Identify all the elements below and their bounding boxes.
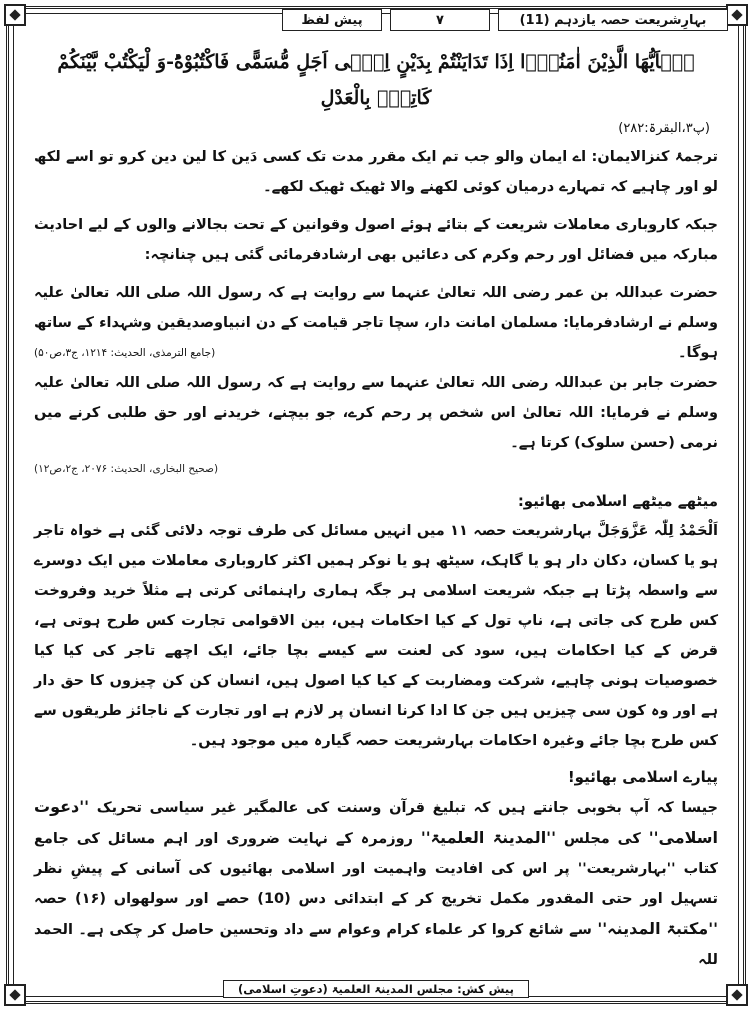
hadith-2-reference: (صحیح البخاری، الحدیث: ۲۰۷۶، ج۲،ص۱۲) — [34, 463, 219, 475]
book-title: بہارِشریعت حصہ یازدہم (11) — [498, 9, 728, 31]
page-number: ۷ — [390, 9, 490, 31]
page-footer — [0, 980, 752, 998]
al-madina-tul-ilmiya-name: ''المدینۃ العلمیۃ'' — [420, 828, 556, 847]
corner-ornament — [4, 4, 26, 26]
maktaba-tul-madina-name: ''مکتبۃ المدینہ'' — [597, 919, 718, 938]
subheading-brothers: میٹھے میٹھے اسلامی بھائیو: — [517, 492, 718, 510]
translation: ترجمۂ کنزالایمان: اے ایمان والو جب تم ایک مقرر مدت تک کسی دَین کا لین دین کرو تو اسے لکھ لو اور چاہیے کہ تمہارے درمیان کوئی لکھنے والا ٹھیک ٹھیک لکھے۔ — [34, 149, 718, 195]
hadith-2: حضرت جابر بن عبداللہ رضی اللہ تعالیٰ عنہما سے روایت ہے کہ رسول اللہ صلی اللہ تعالیٰ علیہ وسلم نے فرمایا: اللہ تعالیٰ اس شخص پر رحم کرے، جو بیچنے، خریدنے اور حق طلبی کرنے میں نرمی (حسن سلوک) کرتا ہے۔ — [34, 375, 718, 451]
page-header — [24, 8, 728, 32]
dawat-e-islami-name: ''دعوت اسلامی'' — [34, 797, 718, 847]
section-title: پیش لفظ — [282, 9, 382, 31]
corner-ornament — [726, 4, 748, 26]
quran-verse: یٰۤاَیُّهَا الَّذِیْنَ اٰمَنُوْۤا اِذَا تَدَایَنْتُمْ بِدَیْنٍ اِلٰۤى اَجَلٍ مُّسَمًّى فَاكْتُبُوْهُؕ-وَ لْیَكْتُبْ بَّیْنَكُمْ كَاتِبٌۢ بِالْعَدْلِ — [57, 51, 695, 109]
verse-reference: (پ۳،البقرۃ:۲۸۲) — [618, 121, 710, 136]
hadith-1-reference: (جامع الترمذی، الحدیث: ۱۲۱۴، ج۳،ص۵۰) — [34, 347, 216, 359]
closing-paragraph: جیسا کہ آپ بخوبی جانتے ہیں کہ تبلیغ قرآن وسنت کی عالمگیر غیر سیاسی تحریک ''دعوت اسلامی'' کی مجلس ''المدینۃ العلمیۃ'' روزمرہ کے نہایت ضروری اور اہم مسائل کی جامع کتاب ''بہارشریعت'' پر اس کی افادیت واہمیت اور اسلامی بھائیوں کی آسانی کے پیشِ نظر تسہیل اور حتی المقدور مکمل تخریج کر کے ابتدائی دس (10) حصے اور سولھواں (۱۶) حصہ ''مکتبۃ المدینہ'' سے شائع کروا کر علماء کرام وعوام سے داد وتحسین حاصل کر چکی ہے۔ الحمد للہ — [34, 797, 718, 968]
intro-paragraph: جبکہ کاروباری معاملات شریعت کے بتائے ہوئے اصول وقوانین کے تحت بجالانے والوں کے لیے احادیث مبارکہ میں فضائل اور رحم وکرم کی دعائیں بھی ارشادفرمائی گئی ہیں چنانچہ: — [34, 217, 718, 263]
subheading-dear-brothers: پیارے اسلامی بھائیو! — [567, 768, 718, 786]
footer-label: پیش کش: مجلس المدینۃ العلمیۃ (دعوتِ اسلامی) — [223, 980, 529, 998]
hadith-1: حضرت عبداللہ بن عمر رضی اللہ تعالیٰ عنہما سے روایت ہے کہ رسول اللہ صلی اللہ تعالیٰ علیہ وسلم نے ارشادفرمایا: مسلمان امانت دار، سچا تاجر قیامت کے دن انبیاوصدیقین وشہداء کے ساتھ ہوگا۔ (جامع الترمذی، الحدیث: ۱۲۱۴، ج۳،ص۵۰) — [34, 278, 718, 368]
main-paragraph: اَلْحَمْدُ لِلّٰہ عَزَّوَجَلَّ بہارشریعت حصہ ۱۱ میں انہیں مسائل کی طرف توجہ دلائی گئی ہے خواہ تاجر ہو یا کسان، دکان دار ہو یا گاہک، سیٹھ ہو یا نوکر ہمیں اکثر کاروباری معاملات میں ایک دوسرے سے واسطہ پڑتا ہے جبکہ شریعت اسلامی ہر جگہ ہماری راہنمائی کرتی ہے مثلاً خرید وفروخت کس طرح کی جاتی ہے، ناپ تول کے کیا احکامات ہیں، بین الاقوامی تجارت کس طرح ہوتی ہے، قرض کے کیا احکامات ہیں، سود کی لعنت سے کیسے بچا جائے، ایک اچھے تاجر کی کیا کیا خصوصیات ہونی چاہیے، شرکت ومضاربت کے کیا کیا اصول ہیں، انسان کن کن چیزوں کا حق دار ہے اور وہ کون سی چیزیں ہیں جن کا ادا کرنا انسان پر لازم ہے اور تجارت کے ناجائز طریقوں سے کس طرح بچا جائے وغیرہ احکامات بہارشریعت حصہ گیارہ میں موجود ہیں۔ — [34, 523, 718, 749]
page-body — [34, 44, 718, 975]
